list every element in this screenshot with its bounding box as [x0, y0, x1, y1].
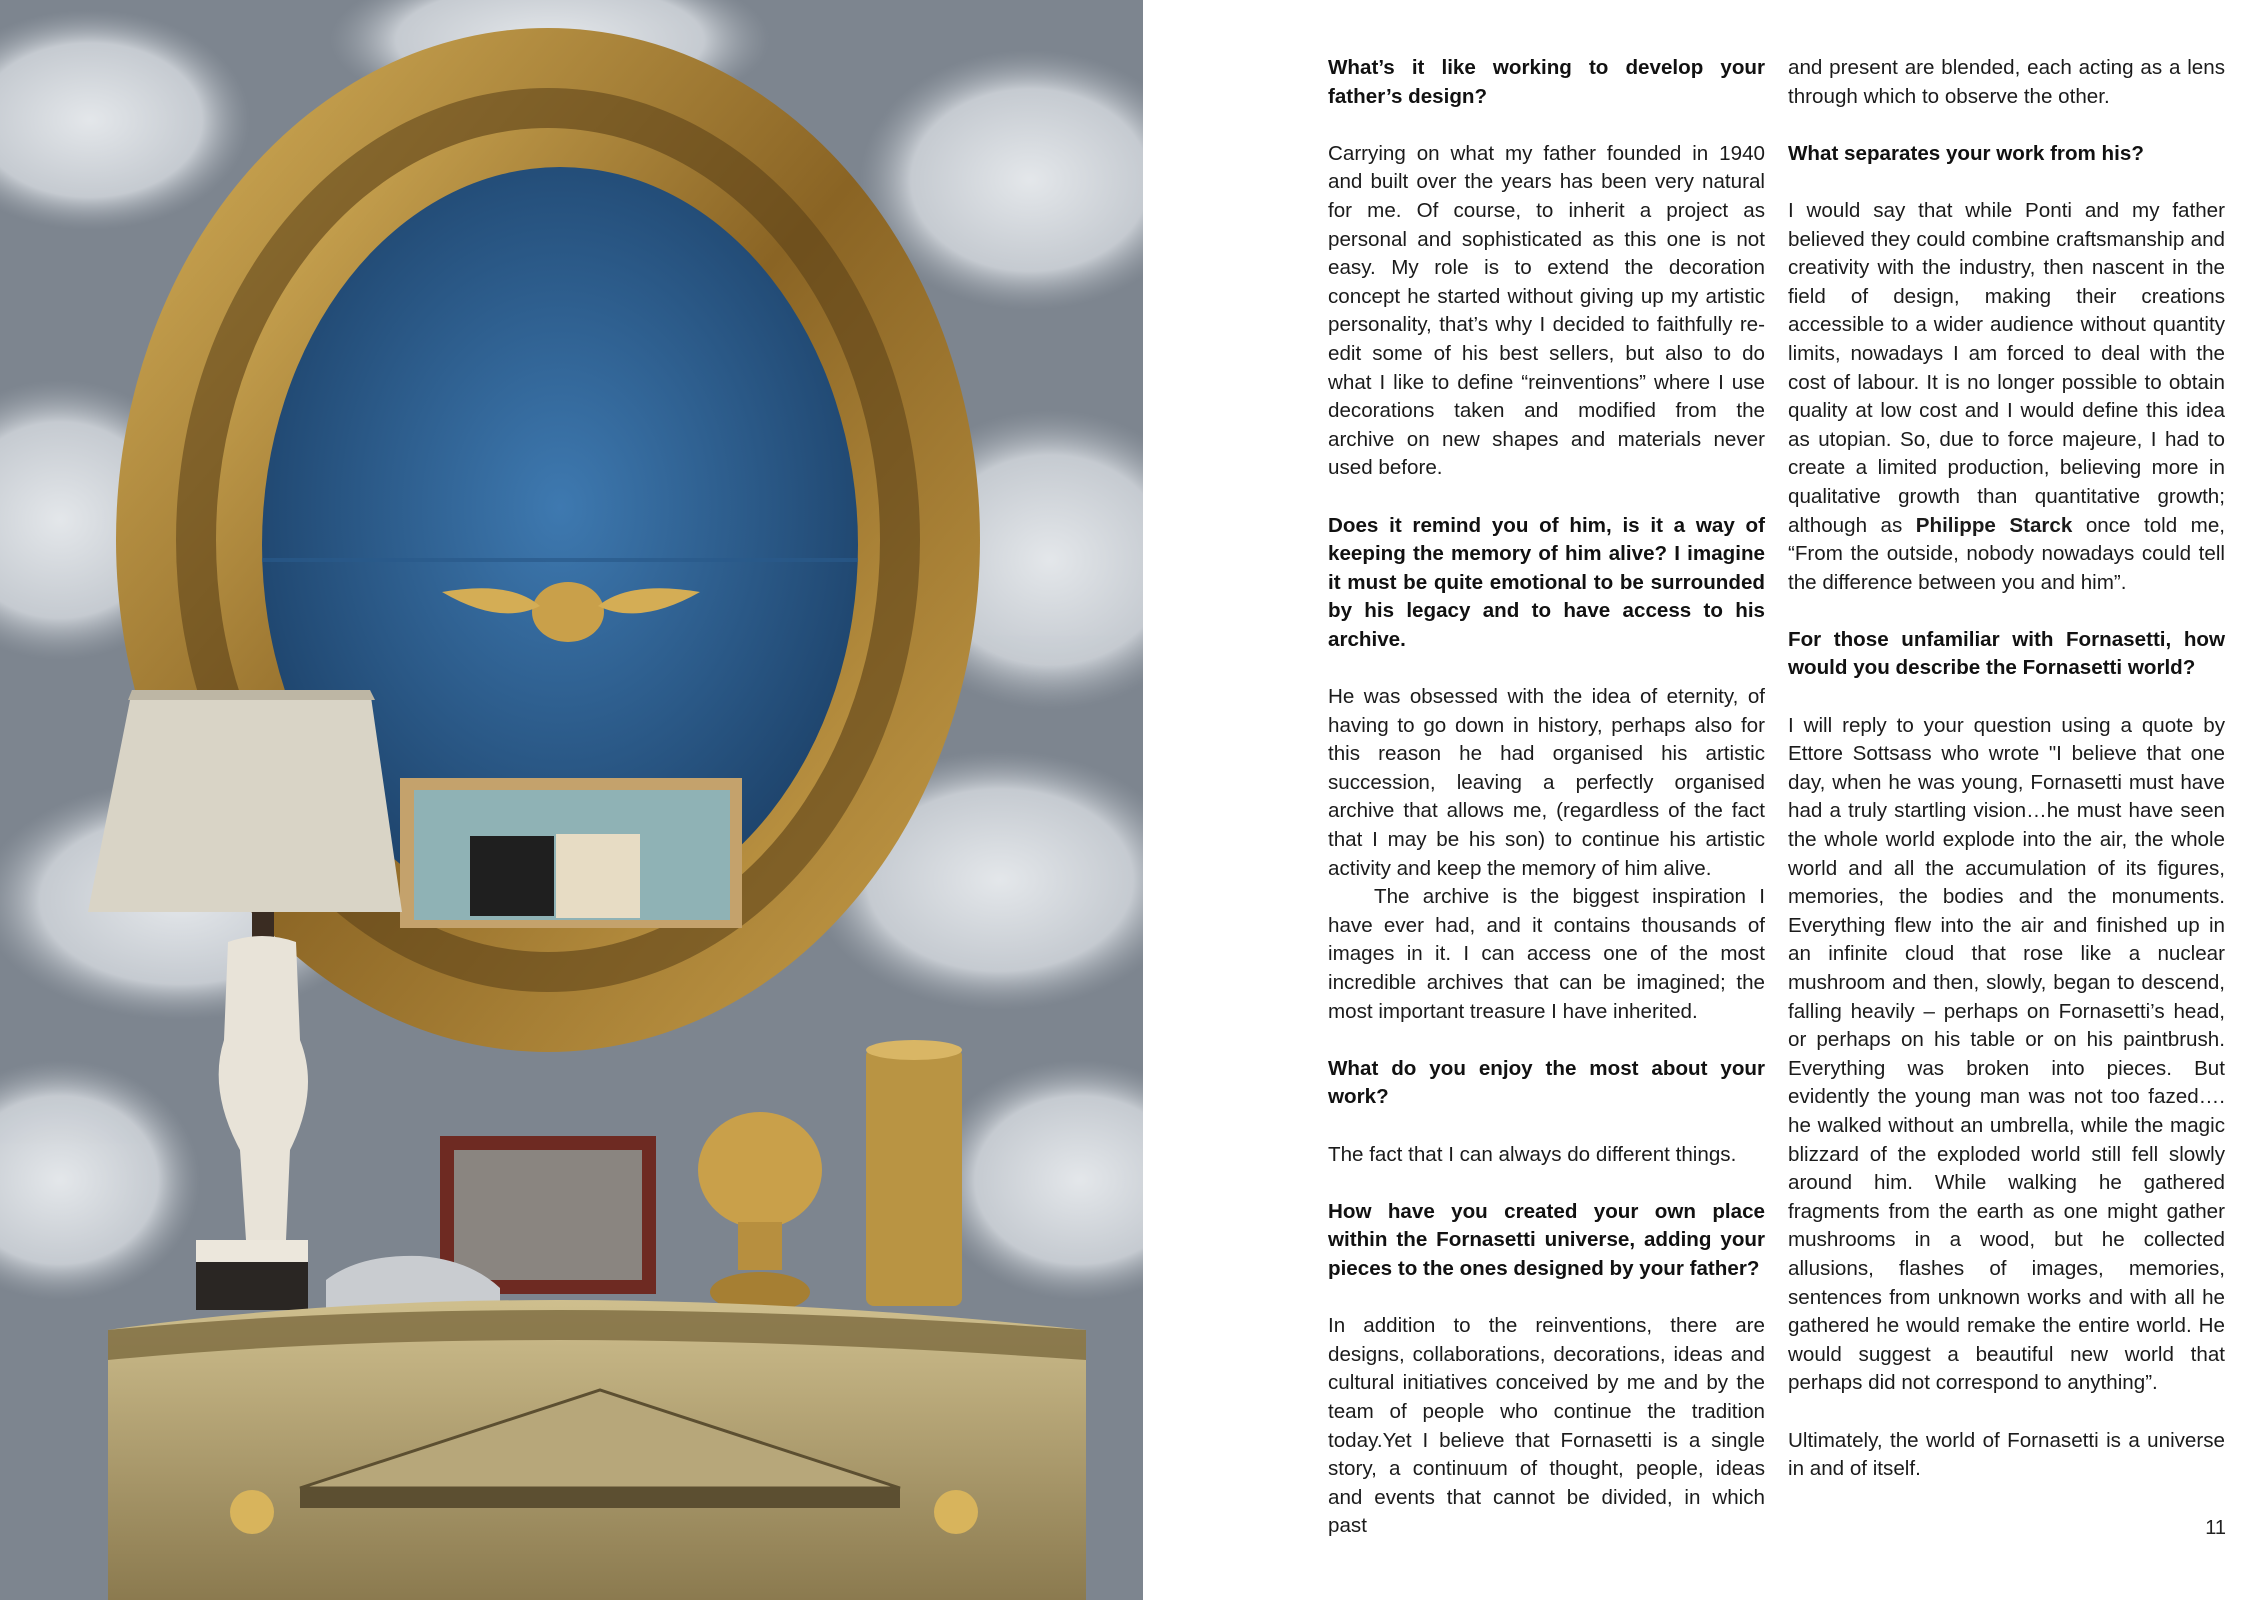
question-heading: What separates your work from his?	[1788, 141, 2144, 165]
bust-sculpture	[698, 1112, 822, 1228]
page-number: 11	[2205, 1517, 2226, 1539]
question-heading: For those unfamiliar with Fornasetti, how would you describe the Fornasetti world?	[1788, 627, 2225, 680]
answer-paragraph: The fact that I can always do different things.	[1328, 1142, 1737, 1166]
question-heading: What’s it like working to develop your father’s design?	[1328, 56, 1765, 108]
answer-paragraph	[1788, 197, 2225, 597]
answer-paragraph: and present are blended, each acting as a lens through which to observe the other.	[1788, 56, 2225, 108]
answer-text: once told me, “From the outside, nobody nowadays could tell the difference between you and him”.	[1788, 513, 2225, 594]
answer-paragraph: The archive is the biggest inspiration I have ever had, and it contains thousands of images in it. I can access one of the most incredible archives that can be imagined; the most important treasure I have inherited.	[1328, 885, 1765, 1023]
article-column-right	[1788, 54, 2225, 1512]
answer-paragraph: I will reply to your question using a quote by Ettore Sottsass who wrote "I believe that one day, when he was young, Fornasetti must have had a truly startling vision…he must have seen the whole world explode into the air, the whole world and all the accumulation of its figures, memories, the bodies and the monuments. Everything flew into the air and finished up in an infinite cloud that rose like a nuclear mushroom and then, slowly, began to descend, falling heavily – perhaps on Fornasetti’s head, or perhaps on his table or on his paintbrush. Everything was broken into pieces. But evidently the young man was not too fazed…. he walked without an umbrella, while the magic blizzard of the exploded world still fell slowly around him. While walking he gathered fragments from the earth as one might gather mushrooms in a wood, but he collected allusions, flashes of images, memories, sentences from unknown works and with all he gathered he would remake the entire world. He would suggest a beautiful new world that perhaps did not correspond to anything”.	[1788, 713, 2225, 1395]
question-heading: What do you enjoy the most about your work?	[1328, 1056, 1765, 1109]
question-heading: How have you created your own place within the Fornasetti universe, adding your pieces to the ones designed by your father?	[1328, 1199, 1765, 1280]
answer-paragraph: He was obsessed with the idea of eternity, of having to go down in history, perhaps also for this reason he had organised his artistic succession, leaving a perfectly organised archive that allows me, (regardless of the fact that I may be his son) to continue his artistic activity and keep the memory of him alive.	[1328, 685, 1765, 880]
answer-paragraph: In addition to the reinventions, there are designs, collaborations, decorations, ideas and cultural initiatives conceived by me and by the team of people who continue the tradition today.Yet I believe that Fornasetti is a single story, a continuum of thought, people, ideas and events that cannot be divided, in which past	[1328, 1314, 1765, 1538]
article-column-left	[1328, 54, 1765, 1569]
answer-paragraph: Carrying on what my father founded in 1940 and built over the years has been very natural for me. Of course, to inherit a project as personal and sophisticated as this one is not easy. My role is to extend the decoration concept he started without giving up my artistic personality, that’s why I decided to faithfully re-edit some of his best sellers, but also to do what I like to define “reinventions” where I use decorations taken and modified from the archive on new shapes and materials never used before.	[1328, 141, 1765, 480]
lamp-shade	[88, 690, 402, 912]
person-name: Philippe Starck	[1915, 513, 2073, 537]
answer-paragraph: Ultimately, the world of Fornasetti is a universe in and of itself.	[1788, 1428, 2225, 1481]
answer-text: I would say that while Ponti and my father believed they could combine craftsmanship and creativity with the industry, then nascent in the field of design, making their creations accessible to a wider audience without quantity limits, nowadays I am forced to deal with the cost of labour. It is no longer possible to obtain quality at low cost and I would define this idea as utopian. So, due to force majeure, I had to create a limited production, believing more in qualitative growth than quantitative growth; although as	[1788, 198, 2225, 537]
question-heading: Does it remind you of him, is it a way of keeping the memory of him alive? I imagine it must be quite emotional to be surrounded by his legacy and to have access to his archive.	[1328, 513, 1765, 651]
gold-vase	[866, 1048, 962, 1306]
